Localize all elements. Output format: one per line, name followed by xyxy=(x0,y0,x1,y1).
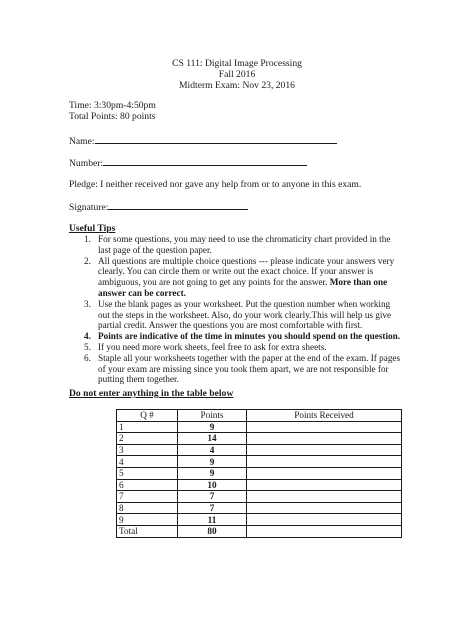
exam-time: Time: 3:30pm-4:50pm xyxy=(69,100,156,111)
question-number: 9 xyxy=(117,514,178,526)
total-label: Total xyxy=(117,525,178,537)
tip-number: 2. xyxy=(84,255,91,266)
question-number: 3 xyxy=(117,444,178,456)
question-points: 4 xyxy=(178,444,247,456)
header-points: Points xyxy=(178,410,247,422)
table-row xyxy=(117,433,402,445)
tip-item xyxy=(84,353,404,385)
signature-line xyxy=(108,201,248,210)
name-label: Name: xyxy=(69,136,95,147)
question-number: 6 xyxy=(117,479,178,491)
question-points: 7 xyxy=(178,502,247,514)
question-points: 10 xyxy=(178,479,247,491)
tip-number: 4. xyxy=(84,331,91,342)
tip-item xyxy=(84,234,404,256)
table-row xyxy=(117,514,402,526)
table-row xyxy=(117,456,402,468)
table-row xyxy=(117,444,402,456)
table-row xyxy=(117,479,402,491)
tip-text: Staple all your worksheets together with the paper at the end of the exam. If pages of your exam are missing since you took them apart, we are not responsible for putting them together. xyxy=(98,352,401,385)
points-received-cell xyxy=(247,444,402,456)
points-received-cell xyxy=(247,525,402,537)
tip-item xyxy=(84,299,404,331)
table-row xyxy=(117,502,402,514)
points-received-cell xyxy=(247,433,402,445)
question-points: 9 xyxy=(178,421,247,433)
question-number: 2 xyxy=(117,433,178,445)
table-total-row xyxy=(117,525,402,537)
table-title: Do not enter anything in the table below xyxy=(69,388,234,399)
number-line xyxy=(103,157,307,166)
number-label: Number: xyxy=(69,158,104,169)
pledge: Pledge: I neither received nor gave any help from or to anyone in this exam. xyxy=(69,179,362,190)
tip-number: 3. xyxy=(84,298,91,309)
number-field xyxy=(69,157,307,169)
tip-text xyxy=(98,256,404,299)
question-number: 5 xyxy=(117,467,178,479)
question-number: 1 xyxy=(117,421,178,433)
points-received-cell xyxy=(247,467,402,479)
points-received-cell xyxy=(247,456,402,468)
name-line xyxy=(95,135,337,144)
question-points: 7 xyxy=(178,491,247,503)
table-row xyxy=(117,467,402,479)
tip-text-plain: All questions are multiple choice questions --- please indicate your answers very clearly. You can circle them or write out the exact choice. If your answer is ambiguous, you are not going to get any points for the answer. xyxy=(98,255,395,288)
tip-text-bold: More than one answer can be correct. xyxy=(98,277,388,298)
points-received-cell xyxy=(247,502,402,514)
table-row xyxy=(117,491,402,503)
name-field xyxy=(69,135,337,147)
tip-text: For some questions, you may need to use the chromaticity chart provided in the last page of the question paper. xyxy=(98,234,391,255)
question-number: 8 xyxy=(117,502,178,514)
question-points: 11 xyxy=(178,514,247,526)
course-title: CS 111: Digital Image Processing xyxy=(172,58,302,69)
tips-list xyxy=(84,234,404,385)
points-table xyxy=(116,409,402,538)
points-received-cell xyxy=(247,479,402,491)
total-points: Total Points: 80 points xyxy=(69,111,156,122)
signature-label: Signature: xyxy=(69,202,109,213)
tip-text-bold: Points are indicative of the time in minutes you should spend on the question. xyxy=(98,331,401,342)
points-received-cell xyxy=(247,491,402,503)
points-received-cell xyxy=(247,514,402,526)
question-number: 4 xyxy=(117,456,178,468)
question-points: 14 xyxy=(178,433,247,445)
table-row xyxy=(117,421,402,433)
exam-header xyxy=(0,58,474,91)
exam-date: Midterm Exam: Nov 23, 2016 xyxy=(179,80,295,91)
tip-number: 1. xyxy=(84,234,91,244)
tip-text: If you need more work sheets, feel free to ask for extra sheets. xyxy=(98,341,327,352)
question-points: 9 xyxy=(178,467,247,479)
table-header-row xyxy=(117,410,402,422)
tip-number: 6. xyxy=(84,352,91,363)
header-question: Q # xyxy=(117,410,178,422)
tip-item xyxy=(84,256,404,299)
header-points-received: Points Received xyxy=(247,410,402,422)
total-points-value: 80 xyxy=(178,525,247,537)
term: Fall 2016 xyxy=(218,69,256,80)
signature-field xyxy=(69,201,248,213)
tip-item xyxy=(84,331,404,342)
tip-number: 5. xyxy=(84,341,91,352)
question-number: 7 xyxy=(117,491,178,503)
question-points: 9 xyxy=(178,456,247,468)
tip-item xyxy=(84,342,404,353)
points-received-cell xyxy=(247,421,402,433)
tip-text: Use the blank pages as your worksheet. Put the question number when working out the steps in the worksheet. Also, do your work clearly.This will help us give partial credit. Answer the questions you are most comfortable with first. xyxy=(98,298,392,331)
tips-title: Useful Tips xyxy=(69,223,116,234)
